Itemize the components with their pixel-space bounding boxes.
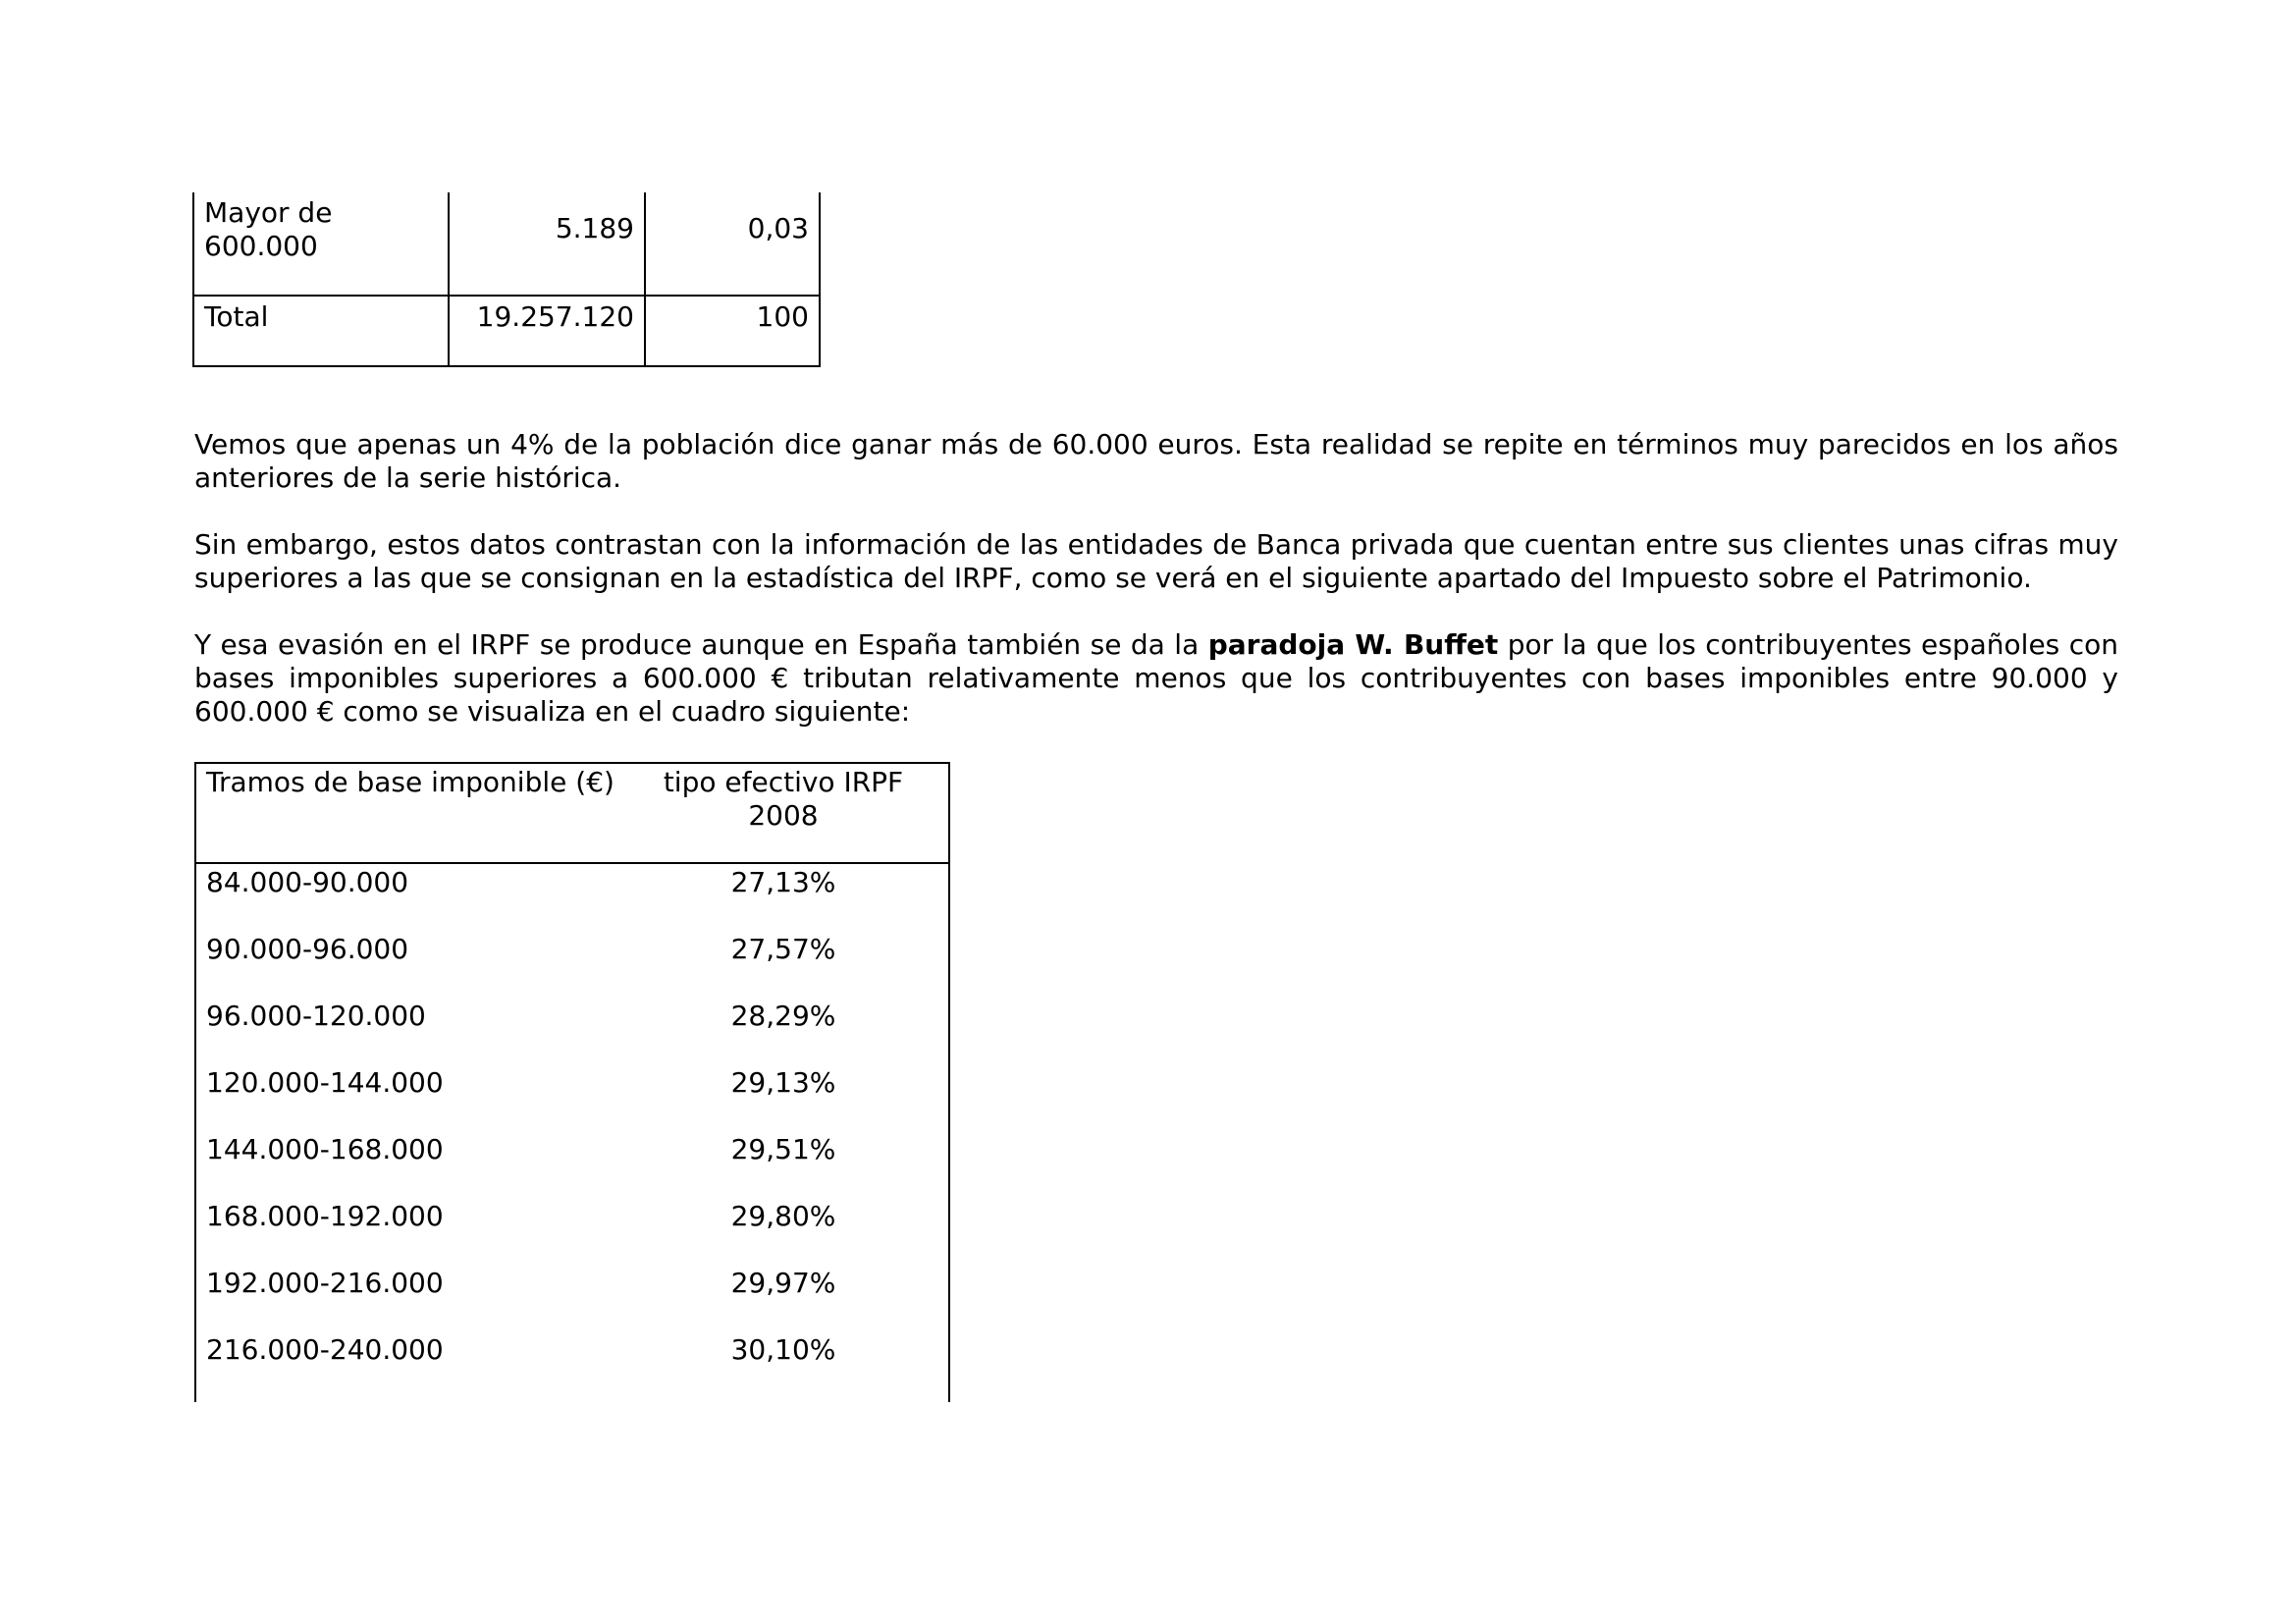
table-row — [196, 998, 948, 1064]
rate-cell: 29,13% — [730, 1066, 836, 1099]
bracket-cell: 90.000-96.000 — [206, 933, 409, 965]
paragraph-text: por la que los contribuyentes españoles con bases imponibles superiores a 600.000 € tributan relativamente menos que los contribuyentes con bases imponibles entre 90.000 y 600.000 € como se visualiza en el cuadro siguiente: — [194, 628, 2119, 728]
rate-cell: 27,13% — [730, 866, 836, 898]
table-row — [196, 1265, 948, 1331]
table-row — [196, 864, 948, 931]
rate-cell: 27,57% — [730, 933, 836, 965]
table-row — [196, 1331, 948, 1398]
table-row — [196, 1064, 948, 1131]
bracket-cell: 216.000-240.000 — [206, 1333, 444, 1366]
rate-cell: 28,29% — [730, 1000, 836, 1032]
bracket-cell: 120.000-144.000 — [206, 1066, 444, 1099]
table-cell-percent: 100 — [644, 297, 821, 365]
table-header — [196, 764, 948, 864]
table-row — [196, 931, 948, 998]
rate-cell: 30,10% — [730, 1333, 836, 1366]
bracket-cell: 84.000-90.000 — [206, 866, 409, 898]
table-cell-count: 19.257.120 — [448, 297, 644, 365]
rate-cell: 29,97% — [730, 1267, 836, 1299]
table-body — [196, 864, 948, 1398]
emphasis-text: paradoja W. Buffet — [1207, 628, 1499, 661]
paragraph: Sin embargo, estos datos contrastan con la información de las entidades de Banca privada que cuentan entre sus clientes unas cifras muy superiores a las que se consignan en la estadística del IRPF, como se verá en el siguiente apartado del Impuesto sobre el Patrimonio. — [194, 528, 2118, 594]
paragraph: Vemos que apenas un 4% de la población dice ganar más de 60.000 euros. Esta realidad se repite en términos muy parecidos en los años anteriores de la serie histórica. — [194, 428, 2118, 494]
paragraph-text: Y esa evasión en el IRPF se produce aunque en España también se da la — [194, 628, 1208, 661]
bracket-cell: 144.000-168.000 — [206, 1133, 444, 1165]
paragraph — [194, 628, 2118, 729]
table-cell-label: Total — [192, 297, 448, 365]
table-row — [196, 1198, 948, 1265]
table-cell-percent: 0,03 — [644, 192, 821, 295]
bracket-cell: 192.000-216.000 — [206, 1267, 444, 1299]
header-cell-rate — [618, 764, 948, 862]
effective-tax-rate-table — [194, 762, 950, 1402]
table-row — [192, 192, 821, 295]
rate-cell: 29,80% — [730, 1200, 836, 1232]
table-cell-count: 5.189 — [448, 192, 644, 295]
table-row — [196, 1131, 948, 1198]
header-rate-line: tipo efectivo IRPF — [663, 766, 904, 798]
bracket-cell: 168.000-192.000 — [206, 1200, 444, 1232]
table-cell-label: Mayor de 600.000 — [192, 192, 448, 295]
header-rate-year: 2008 — [748, 799, 819, 832]
header-cell-brackets: Tramos de base imponible (€) — [206, 766, 614, 798]
bracket-cell: 96.000-120.000 — [206, 1000, 426, 1032]
table-row — [192, 295, 821, 367]
rate-cell: 29,51% — [730, 1133, 836, 1165]
income-distribution-table — [192, 192, 821, 367]
